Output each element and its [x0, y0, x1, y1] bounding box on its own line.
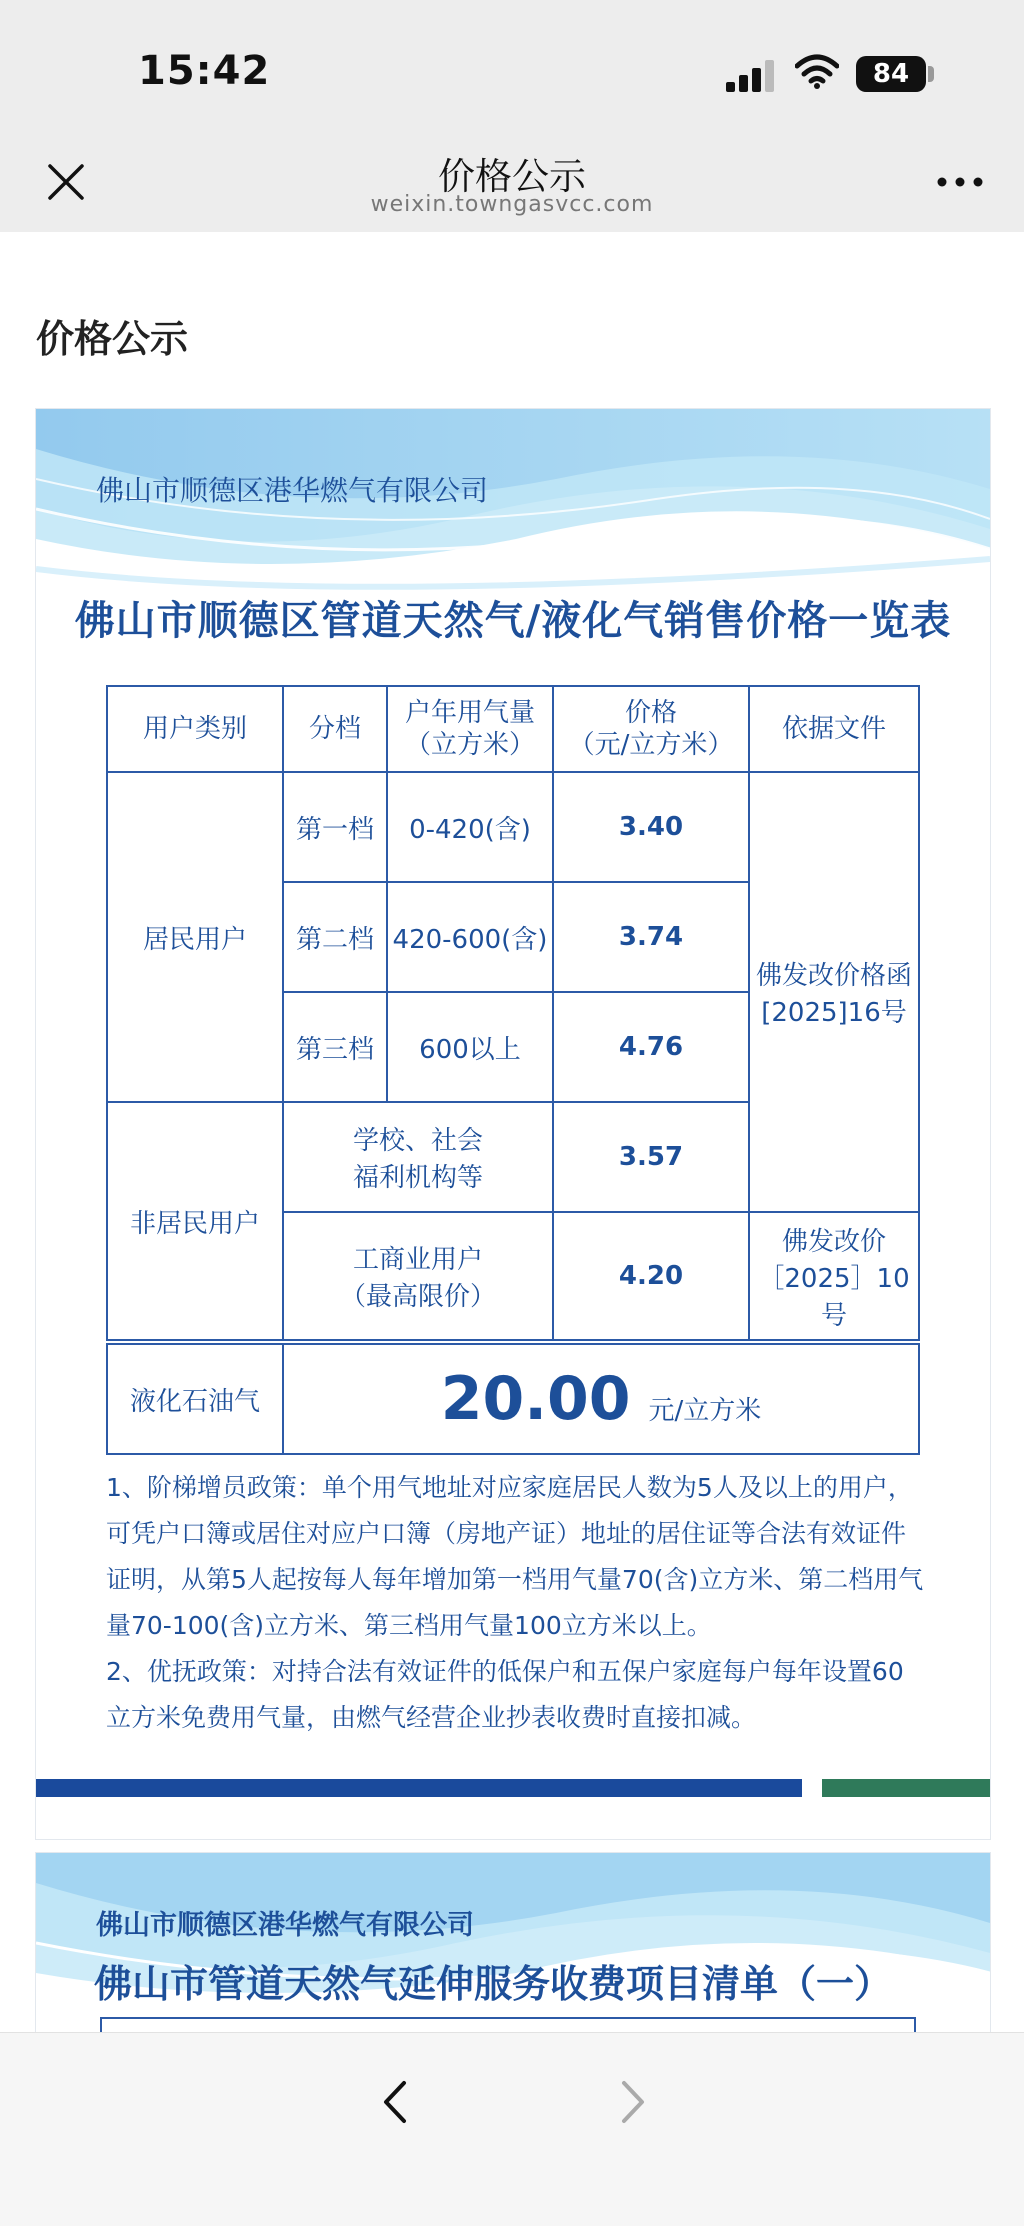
bottom-toolbar: [0, 2032, 1024, 2226]
lpg-price: 20.00: [440, 1364, 631, 1434]
range-cell: 0-420(含): [387, 772, 553, 882]
policy-notes: [106, 1465, 926, 1741]
price-cell: 3.40: [553, 772, 749, 882]
battery-tip: [928, 66, 934, 82]
price-cell: 3.74: [553, 882, 749, 992]
header-tier: 分档: [283, 686, 387, 772]
lpg-row: [107, 1344, 919, 1454]
price-table: [106, 685, 920, 1341]
lpg-label: 液化石油气: [107, 1344, 283, 1454]
range-cell: 600以上: [387, 992, 553, 1102]
price-poster: [35, 408, 991, 1840]
tier-cell: 第一档: [283, 772, 387, 882]
price-cell: 4.20: [553, 1212, 749, 1340]
header-usage: 户年用气量 （立方米）: [387, 686, 553, 772]
header-user-type: 用户类别: [107, 686, 283, 772]
lpg-unit: 元/立方米: [648, 1396, 762, 1426]
back-arrow-icon[interactable]: [376, 2077, 416, 2127]
nav-url: weixin.towngasvcc.com: [370, 192, 654, 217]
footer-bar-green: [822, 1779, 990, 1797]
poster-title: 佛山市管道天然气延伸服务收费项目清单（一）: [94, 1961, 893, 2006]
commercial-basis: 佛发改价 ［2025］10号: [749, 1212, 919, 1340]
table-row: [107, 772, 919, 882]
price-cell: 4.76: [553, 992, 749, 1102]
wave-banner: [36, 409, 990, 609]
tier-cell: 第三档: [283, 992, 387, 1102]
residential-basis: 佛发改价格函 [2025]16号: [749, 772, 919, 1212]
school-category: 学校、社会 福利机构等: [283, 1102, 553, 1212]
cellular-signal-icon: [726, 60, 778, 92]
tier-cell: 第二档: [283, 882, 387, 992]
note-1: 1、阶梯增员政策：单个用气地址对应家庭居民人数为5人及以上的用户，可凭户口簿或居住对应户口簿（房地产证）地址的居住证等合法有效证件证明，从第5人起按每人每年增加第一档用气量70(含)立方米、第二档用气量70-100(含)立方米、第三档用气量100立方米以上。: [106, 1473, 924, 1640]
header-basis: 依据文件: [749, 686, 919, 772]
status-time: 15:42: [138, 48, 271, 94]
page-title: 价格公示: [36, 317, 189, 361]
more-options-icon[interactable]: [930, 164, 990, 200]
range-cell: 420-600(含): [387, 882, 553, 992]
company-name: 佛山市顺德区港华燃气有限公司: [96, 474, 489, 507]
commercial-category: 工商业用户 （最高限价）: [283, 1212, 553, 1340]
wifi-icon: [795, 54, 839, 90]
top-bar: [0, 0, 1024, 232]
nav-title: 价格公示: [438, 155, 586, 198]
table-header-row: [107, 686, 919, 772]
lpg-table: [106, 1343, 920, 1455]
company-name: 佛山市顺德区港华燃气有限公司: [96, 1910, 474, 1941]
residential-label: 居民用户: [107, 772, 283, 1102]
poster-title: 佛山市顺德区管道天然气/液化气销售价格一览表: [74, 597, 952, 644]
service-fee-poster: [35, 1852, 991, 2034]
footer-bar-blue: [36, 1779, 802, 1797]
forward-arrow-icon[interactable]: [612, 2077, 652, 2127]
lpg-price-cell: [283, 1344, 919, 1454]
non-residential-label: 非居民用户: [107, 1102, 283, 1340]
note-2: 2、优抚政策：对持合法有效证件的低保户和五保户家庭每户每年设置60立方米免费用气量，由燃气经营企业抄表收费时直接扣减。: [106, 1657, 904, 1732]
price-cell: 3.57: [553, 1102, 749, 1212]
battery-level: 84: [856, 56, 926, 92]
header-price: 价格 （元/立方米）: [553, 686, 749, 772]
